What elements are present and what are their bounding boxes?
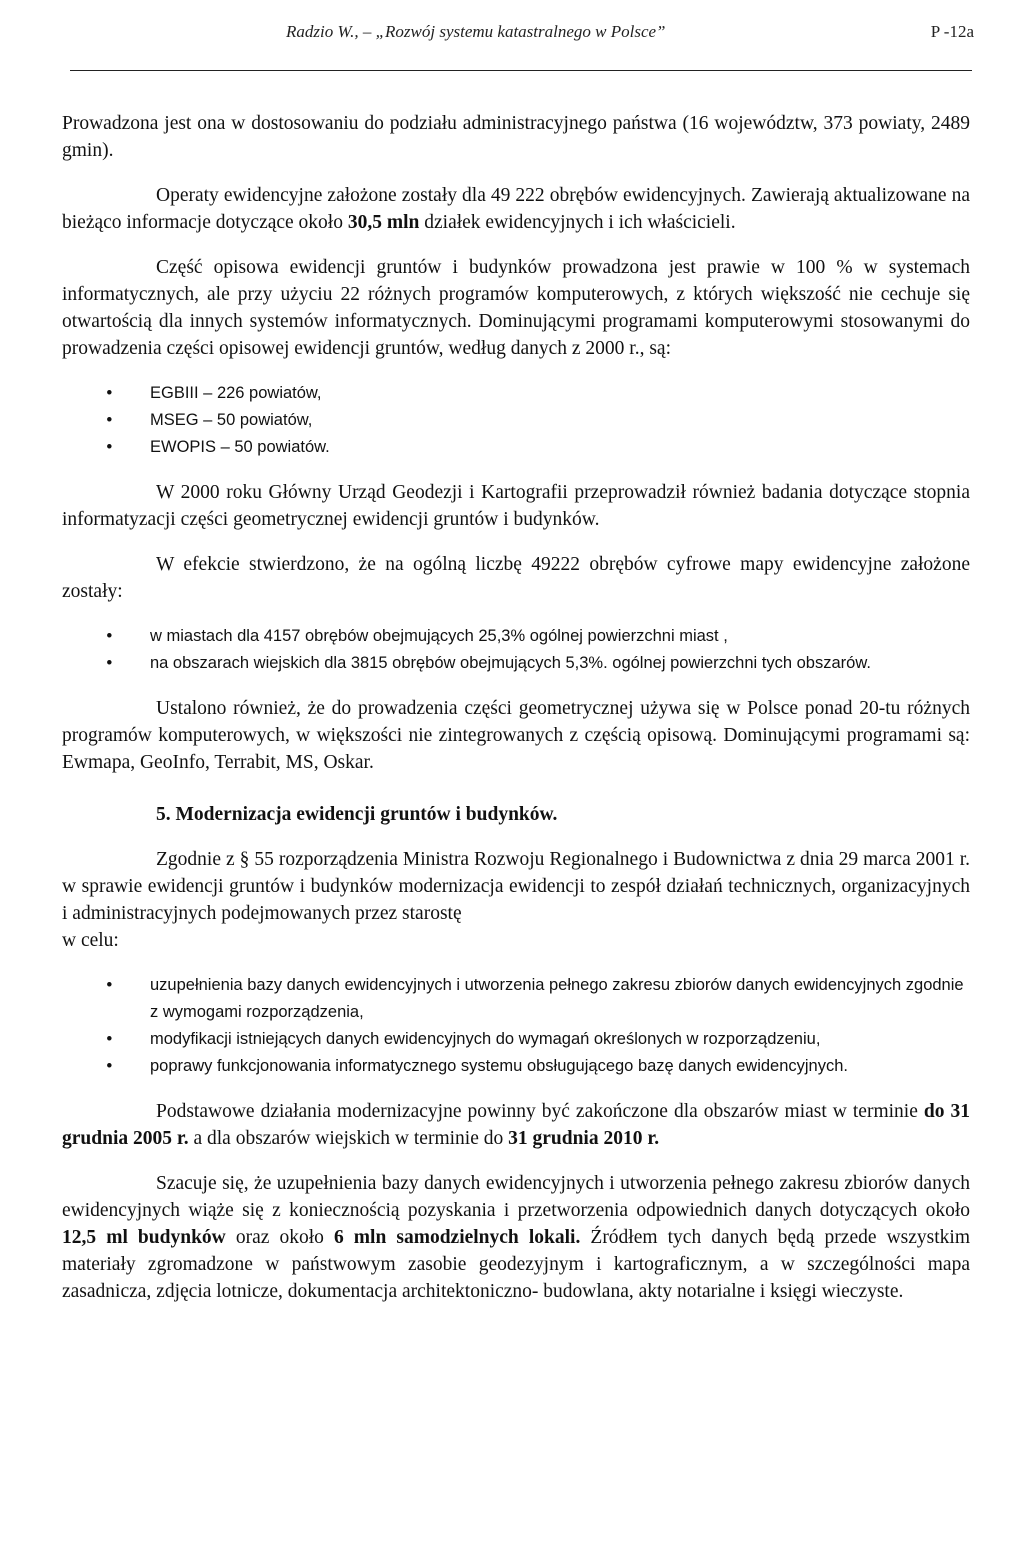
paragraph-8: Podstawowe działania modernizacyjne powinny być zakończone dla obszarów miast w terminie do 31 grudnia 2005 r. a dla obszarów wiejskich w terminie do 31 grudnia 2010 r. bbox=[62, 1101, 970, 1149]
section-number: 5. bbox=[156, 804, 171, 825]
paragraph-5: W efekcie stwierdzono, że na ogólną liczbę 49222 obrębów cyfrowe mapy ewidencyjne założone zostały: bbox=[62, 554, 970, 602]
section-title: Modernizacja ewidencji gruntów i budynków. bbox=[175, 804, 558, 825]
paragraph-2: Operaty ewidencyjne założone zostały dla 49 222 obrębów ewidencyjnych. Zawierają aktualizowane na bieżąco informacje dotyczące około 30,5 mln działek ewidencyjnych i ich właścicieli. bbox=[62, 185, 970, 233]
paragraph-7-continuation: w celu: bbox=[62, 930, 119, 951]
paragraph-4: W 2000 roku Główny Urząd Geodezji i Kartografii przeprowadził również badania dotyczące stopnia informatyzacji części geometrycznej ewidencji gruntów i budynków. bbox=[62, 482, 970, 530]
document-body bbox=[62, 110, 970, 1305]
list-item: • poprawy funkcjonowania informatycznego systemu obsługującego bazę danych ewidencyjnych. bbox=[62, 1053, 970, 1080]
paragraph-7: Zgodnie z § 55 rozporządzenia Ministra Rozwoju Regionalnego i Budownictwa z dnia 29 marca 2001 r. w sprawie ewidencji gruntów i budynków modernizacja ewidencji to zespół działań technicznych, organizacyjnych i administracyjnych podejmowanych przez starostę bbox=[62, 849, 970, 924]
list-item: • uzupełnienia bazy danych ewidencyjnych i utworzenia pełnego zakresu zbiorów danych ewidencyjnych zgodnie z wymogami rozporządzenia, bbox=[62, 972, 970, 1026]
paragraph-1: Prowadzona jest ona w dostosowaniu do podziału administracyjnego państwa (16 województw, 373 powiaty, 2489 gmin). bbox=[62, 113, 970, 161]
digital-maps-list bbox=[62, 623, 970, 677]
paragraph-6: Ustalono również, że do prowadzenia części geometrycznej używa się w Polsce ponad 20-tu różnych programów komputerowych, w większości nie zintegrowanych z częścią opisową. Dominującymi programami są: Ewmapa, GeoInfo, Terrabit, MS, Oskar. bbox=[62, 698, 970, 773]
list-item: • modyfikacji istniejących danych ewidencyjnych do wymagań określonych w rozporządzeniu, bbox=[62, 1026, 970, 1053]
modernization-goals-list bbox=[62, 972, 970, 1080]
paragraph-9: Szacuje się, że uzupełnienia bazy danych ewidencyjnych i utworzenia pełnego zakresu zbiorów danych ewidencyjnych wiąże się z koniecznością pozyskania i przetworzenia odpowiednich danych dotyczących około 12,5 ml budynków oraz około 6 mln samodzielnych lokali. Źródłem tych danych będą przede wszystkim materiały zgromadzone w państwowym zasobie geodezyjnym i kartograficznym, a w szczególności mapa zasadnicza, zdjęcia lotnicze, dokumentacja architektoniczno- budowlana, akty notarialne i księgi wieczyste. bbox=[62, 1173, 970, 1302]
list-item: • EWOPIS – 50 powiatów. bbox=[62, 434, 970, 461]
list-item: • MSEG – 50 powiatów, bbox=[62, 407, 970, 434]
list-item: • w miastach dla 4157 obrębów obejmujących 25,3% ogólnej powierzchni miast , bbox=[62, 623, 970, 650]
list-item: • EGBIII – 226 powiatów, bbox=[62, 380, 970, 407]
list-item: • na obszarach wiejskich dla 3815 obrębów obejmujących 5,3%. ogólnej powierzchni tych obszarów. bbox=[62, 650, 970, 677]
paragraph-3: Część opisowa ewidencji gruntów i budynków prowadzona jest prawie w 100 % w systemach informatycznych, ale przy użyciu 22 różnych programów komputerowych, z których większość nie cechuje się otwartością dla innych systemów informatycznych. Dominującymi programami komputerowymi stosowanymi do prowadzenia części opisowej ewidencji gruntów, według danych z 2000 r., są: bbox=[62, 257, 970, 359]
page-label: P -12a bbox=[930, 22, 974, 41]
page-header bbox=[60, 22, 974, 50]
program-list bbox=[62, 380, 970, 461]
running-title: Radzio W., – „Rozwój systemu katastralnego w Polsce” bbox=[286, 22, 666, 41]
section-heading bbox=[62, 801, 970, 828]
header-divider bbox=[70, 70, 972, 71]
